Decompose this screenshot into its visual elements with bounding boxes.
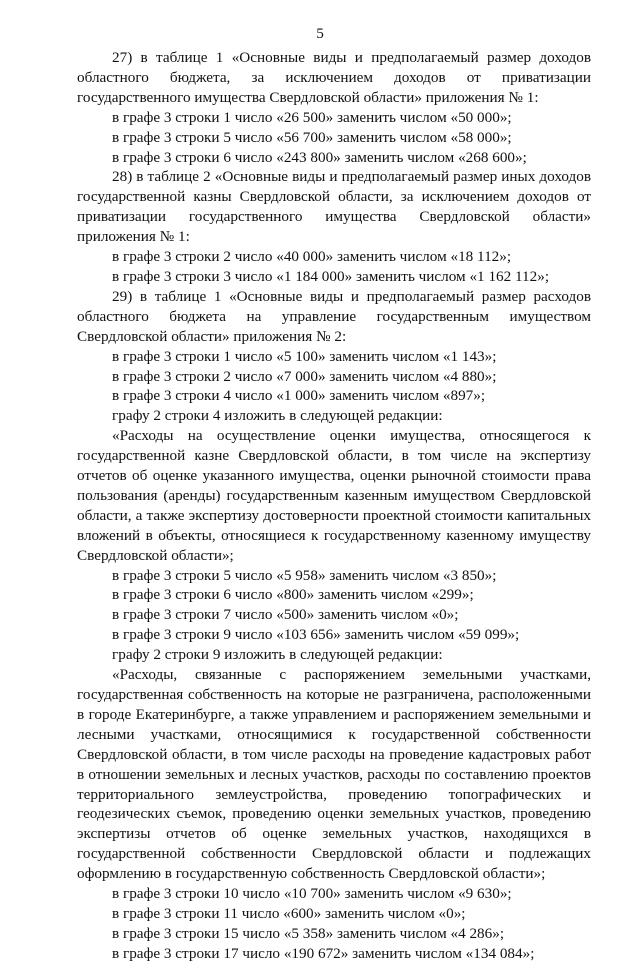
- paragraph: в графе 3 строки 15 число «5 358» заменить числом «4 286»;: [112, 924, 505, 942]
- paragraph: в графе 3 строки 17 число «190 672» заменить числом «134 084»;: [112, 944, 535, 962]
- paragraph: в графе 3 строки 5 число «56 700» заменить числом «58 000»;: [112, 128, 512, 146]
- paragraph: 28) в таблице 2 «Основные виды и предполагаемый размер иных доходов государственной казны Свердловской области, за исключением доходов от приватизации государственного имущества Свердловской области» приложения № 1:: [77, 168, 591, 246]
- paragraph: в графе 3 строки 7 число «500» заменить числом «0»;: [112, 606, 459, 624]
- paragraph: в графе 3 строки 4 число «1 000» заменить числом «897»;: [112, 387, 486, 405]
- paragraph: в графе 3 строки 5 число «5 958» заменить числом «3 850»;: [112, 566, 497, 584]
- paragraph: 29) в таблице 1 «Основные виды и предполагаемый размер расходов областного бюджета на управление государственным имуществом Свердловской области» приложения № 2:: [77, 287, 591, 345]
- paragraph: в графе 3 строки 1 число «26 500» заменить числом «50 000»;: [112, 108, 512, 126]
- paragraph: «Расходы, связанные с распоряжением земельными участками, государственная собственность на которые не разграничена, расположенными в городе Екатеринбурге, а также управлением и распоряжением земельными и лесными участками, относящимися к государственной собственности Свердловской области, в том числе расходы на проведение кадастровых работ в отношении земельных и лесных участков, расходы по составлению проектов территориального землеустройства, проведению топографических и геодезических съемок, проведению оценки земельных участков, проведению экспертизы отчетов об оценке земельных участков, находящихся в государственной собственности Свердловской области и подлежащих оформлению в государственную собственность Свердловской области»;: [77, 666, 591, 883]
- paragraph: графу 2 строки 9 изложить в следующей редакции:: [112, 646, 443, 664]
- paragraph: в графе 3 строки 10 число «10 700» заменить числом «9 630»;: [112, 885, 512, 903]
- document-body: [77, 48, 591, 964]
- paragraph: в графе 3 строки 11 число «600» заменить числом «0»;: [112, 904, 466, 922]
- paragraph: 27) в таблице 1 «Основные виды и предполагаемый размер доходов областного бюджета, за исключением доходов от приватизации государственного имущества Свердловской области» приложения № 1:: [77, 49, 591, 106]
- page-number: 5: [316, 25, 324, 42]
- paragraph: «Расходы на осуществление оценки имущества, относящегося к государственной казне Свердловской области, в том числе на экспертизу отчетов об оценке указанного имущества, оценки рыночной стоимости права пользования (аренды) государственным казенным имуществом Свердловской области, а также экспертизу достоверности проектной стоимости капитальных вложений в объекты, относящиеся к государственному казенному имуществу Свердловской области»;: [77, 427, 591, 564]
- paragraph: в графе 3 строки 1 число «5 100» заменить числом «1 143»;: [112, 347, 497, 365]
- paragraph: в графе 3 строки 6 число «243 800» заменить числом «268 600»;: [112, 148, 527, 166]
- paragraph: в графе 3 строки 2 число «7 000» заменить числом «4 880»;: [112, 367, 497, 385]
- paragraph: графу 2 строки 4 изложить в следующей редакции:: [112, 407, 443, 425]
- paragraph: в графе 3 строки 2 число «40 000» заменить числом «18 112»;: [112, 248, 512, 266]
- paragraph: в графе 3 строки 6 число «800» заменить числом «299»;: [112, 586, 474, 604]
- paragraph: в графе 3 строки 9 число «103 656» заменить числом «59 099»;: [112, 626, 520, 644]
- paragraph: в графе 3 строки 3 число «1 184 000» заменить числом «1 162 112»;: [112, 267, 550, 285]
